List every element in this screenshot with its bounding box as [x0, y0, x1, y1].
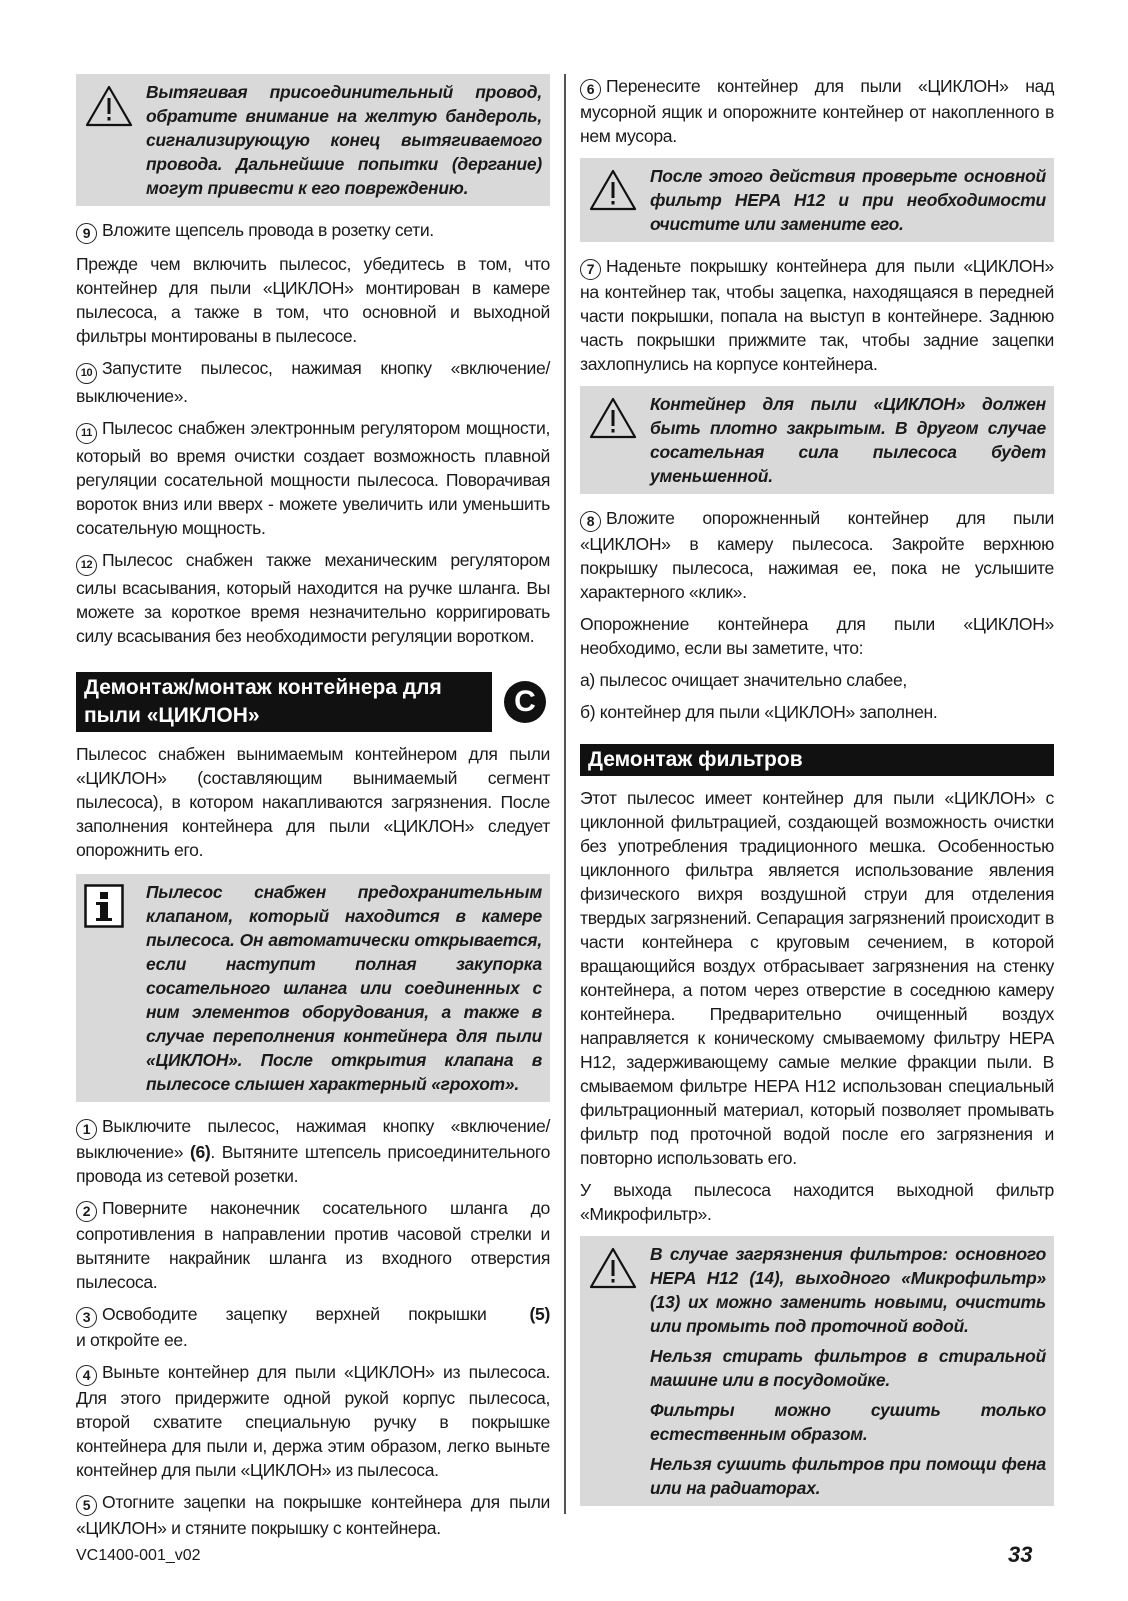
step-text: Освободите зацепку верхней покрышки [102, 1304, 487, 1324]
step-number: 3 [76, 1307, 97, 1328]
info-text: Пылесос снабжен предохранительным клапаном, который находится в камере пылесоса. Он автоматически открывается, если наступит полная закупорка сосательного шланга или соединенных с ним элементов оборудования, а также в случае переполнения контейнера для пыли «ЦИКЛОН». После открытия клапана в пылесосе слышен характерный «грохот». [146, 882, 542, 1094]
warning-text: Нельзя сушить фильтров при помощи фена или на радиаторах. [650, 1454, 1046, 1498]
step-number: 9 [76, 223, 97, 244]
step-4 [76, 1360, 550, 1482]
document-code: VC1400-001_v02 [76, 1547, 201, 1564]
step-number: 6 [580, 79, 601, 100]
step-text: Пылесос снабжен электронным регулятором мощности, который во время очистки создает возможность плавной регуляции сосательной мощности пылесоса. Поворачивая вороток вниз или вверх - можете увеличить или уменьшить сосательную мощность. [76, 418, 550, 538]
step-number: 5 [76, 1495, 97, 1516]
step-text: . Вытяните штепсель присоединительного провода из сетевой розетки. [76, 1142, 551, 1186]
warning-text: Контейнер для пыли «ЦИКЛОН» должен быть плотно закрытым. В другом случае сосательная сила пылесоса будет уменьшенной. [650, 394, 1046, 486]
step-text: Поверните наконечник сосательного шланга до сопротивления в направлении против часовой стрелки и вытяните накрайник шланга из входного отверстия пылесоса. [76, 1198, 550, 1292]
step-text: и откройте ее. [76, 1330, 188, 1350]
step-text: Вложите щепсель провода в розетку сети. [102, 220, 434, 240]
step-number: 4 [76, 1365, 97, 1386]
step-text: Пылесос снабжен также механическим регулятором силы всасывания, который находится на ручке шланга. Вы можете за короткое время незначительно корригировать силу всасывания без необходимости регуляции воротком. [76, 550, 550, 646]
step-number: 8 [580, 511, 601, 532]
step-text: Отогните зацепки на покрышке контейнера для пыли «ЦИКЛОН» и стяните покрышку с контейнера. [76, 1492, 550, 1538]
step-text: Запустите пылесос, нажимая кнопку «включение/выключение». [76, 358, 550, 406]
warning-text: После этого действия проверьте основной фильтр HEPA H12 и при необходимости очистите или замените его. [650, 166, 1046, 234]
warning-triangle-icon [588, 164, 650, 236]
paragraph: У выхода пылесоса находится выходной фильтр «Микрофильтр». [580, 1180, 1054, 1224]
step-number: 12 [76, 555, 97, 576]
step-number: 7 [580, 259, 601, 280]
warning-triangle-icon [588, 392, 650, 488]
step-12 [76, 548, 550, 648]
paragraph: Прежде чем включить пылесос, убедитесь в том, что контейнер для пыли «ЦИКЛОН» монтирован в камере пылесоса, а также в том, что основной и выходной фильтры монтированы в пылесосе. [76, 254, 550, 346]
figure-badge: C [504, 681, 546, 723]
warning-text: Фильтры можно сушить только естественным образом. [650, 1400, 1046, 1444]
step-11 [76, 416, 550, 540]
step-text: Выключите пылесос, нажимая кнопку «включение/выключение» [76, 1116, 550, 1162]
warning-triangle-icon [84, 80, 146, 200]
paragraph: Пылесос снабжен вынимаемым контейнером для пыли «ЦИКЛОН» (составляющим вынимаемый сегмент пылесоса), в котором накапливаются загрязнения. После заполнения контейнера для пыли «ЦИКЛОН» следует опорожнить его. [76, 744, 550, 860]
step-10 [76, 356, 550, 408]
column-divider [564, 74, 566, 1514]
step-text: Наденьте покрышку контейнера для пыли «ЦИКЛОН» на контейнер так, чтобы зацепка, находящаяся в передней части покрышки, попала на выступ в контейнере. Заднюю часть покрышки прижмите так, чтобы задние зацепки захлопнулись на корпусе контейнера. [580, 256, 1054, 374]
reference-number: (5) [529, 1304, 550, 1324]
step-text: Вложите опорожненный контейнер для пыли «ЦИКЛОН» в камеру пылесоса. Закройте верхнюю покрышку пылесоса, нажимая ее, пока не услышите характерного «клик». [580, 508, 1054, 602]
right-column [580, 74, 1054, 1518]
step-number: 10 [76, 363, 97, 384]
warning-text: Нельзя стирать фильтров в стиральной машине или в посудомойке. [650, 1346, 1046, 1390]
step-number: 11 [76, 423, 97, 444]
section-heading: Демонтаж/монтаж контейнера для пыли «ЦИКЛОН» [76, 672, 492, 732]
page-number: 33 [1008, 1542, 1033, 1567]
step-5 [76, 1490, 550, 1540]
step-1 [76, 1114, 550, 1188]
step-2 [76, 1196, 550, 1294]
section-heading-row [76, 672, 550, 732]
list-item: б) контейнер для пыли «ЦИКЛОН» заполнен. [580, 702, 938, 722]
warning-triangle-icon [588, 1242, 650, 1500]
step-8 [580, 506, 1054, 604]
info-icon [84, 880, 146, 1096]
left-column [76, 74, 550, 1548]
paragraph: Опорожнение контейнера для пыли «ЦИКЛОН» необходимо, если вы заметите, что: [580, 614, 1054, 658]
paragraph: Этот пылесос имеет контейнер для пыли «ЦИКЛОН» с циклонной фильтрацией, создающей возможность очистки без употребления традиционного мешка. Особенностью циклонного фильтра является использование явления физического вихря воздушной струи для отделения твердых загрязнений. Сепарация загрязнений происходит в части контейнера с круговым сечением, в которой вращающийся воздух отбрасывает загрязнения на стенку контейнера, а потом через отверстие в соседнюю камеру контейнера. Предварительно очищенный воздух направляется к коническому смываемому фильтру HEPA H12, задерживающему самые мелкие фракции пыли. В смываемом фильтре HEPA H12 использован специальный фильтрационный материал, который позволяет промывать фильтр под проточной водой после его загрязнения и повторно использовать его. [580, 788, 1054, 1168]
warning-text: В случае загрязнения фильтров: основного HEPA H12 (14), выходного «Микрофильтр» (13) их можно заменить новыми, очистить или промыть под проточной водой. [650, 1244, 1046, 1336]
warning-box [580, 1236, 1054, 1506]
step-6 [580, 74, 1054, 148]
step-3 [76, 1302, 550, 1352]
step-number: 1 [76, 1119, 97, 1140]
step-9 [76, 218, 550, 244]
section-heading: Демонтаж фильтров [580, 744, 1054, 776]
info-box [76, 874, 550, 1102]
step-number: 2 [76, 1201, 97, 1222]
step-text: Перенесите контейнер для пыли «ЦИКЛОН» над мусорной ящик и опорожните контейнер от накопленного в нем мусора. [580, 76, 1054, 146]
warning-box [580, 158, 1054, 242]
step-text: Выньте контейнер для пыли «ЦИКЛОН» из пылесоса. Для этого придержите одной рукой корпус пылесоса, второй схватите специальную ручку в покрышке контейнера для пыли и, держа этим образом, легко выньте контейнер для пыли «ЦИКЛОН» из пылесоса. [76, 1362, 550, 1480]
step-7 [580, 254, 1054, 376]
list-item: а) пылесос очищает значительно слабее, [580, 670, 907, 690]
reference-number: (6) [189, 1142, 211, 1162]
warning-box [76, 74, 550, 206]
warning-box [580, 386, 1054, 494]
warning-text: Вытягивая присоединительный провод, обратите внимание на желтую бандероль, сигнализирующую конец вытягиваемого провода. Дальнейшие попытки (дергание) могут привести к его повреждению. [146, 82, 542, 198]
